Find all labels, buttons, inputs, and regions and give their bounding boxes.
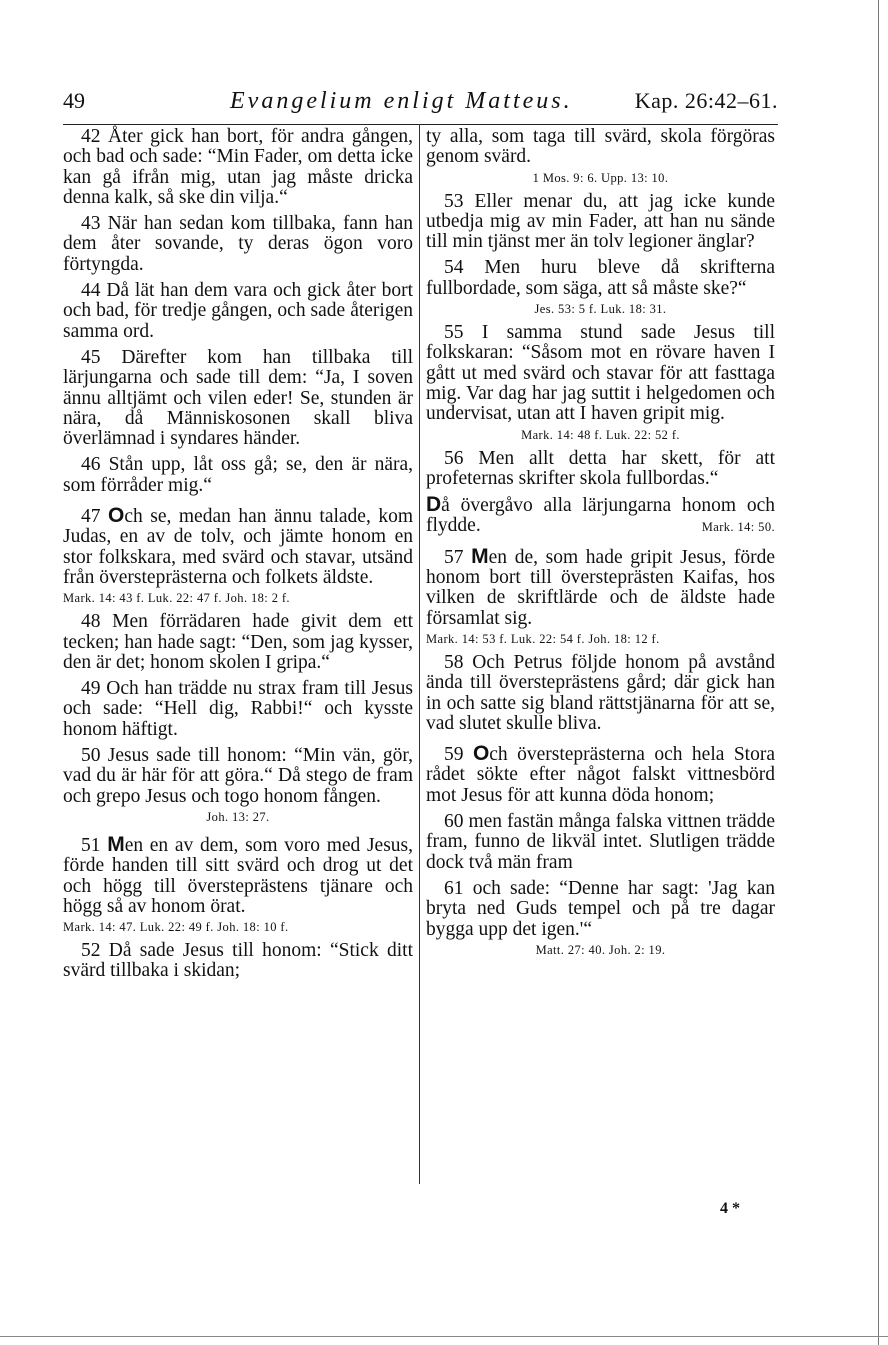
- verse-51-initial: M: [107, 832, 125, 856]
- verse-57-initial: M: [471, 544, 489, 568]
- header-rule: [63, 124, 778, 125]
- chapter-reference: Kap. 26:42–61.: [634, 88, 778, 113]
- verse-59-initial: O: [472, 742, 490, 766]
- verse-47-text: ch se, medan han ännu talade, kom Judas, en av de tolv, och jämte honom en stor folkskara, med svärd och stavar, utsänd från översteprästerna och folkets äldste.: [63, 506, 413, 588]
- cross-reference-51: Mark. 14: 47. Luk. 22: 49 f. Joh. 18: 10 f.: [63, 920, 289, 935]
- cross-reference-56b: Mark. 14: 50.: [701, 520, 775, 535]
- cross-reference-57: Mark. 14: 53 f. Luk. 22: 54 f. Joh. 18: 12 f.: [426, 631, 660, 646]
- cross-reference-47: Mark. 14: 43 f. Luk. 22: 47 f. Joh. 18: 2 f.: [63, 591, 290, 606]
- verse-49: 49 Och han trädde nu strax fram till Jesus och sade: “Hell dig, Rabbi!“ och kysste honom häftigt.: [63, 678, 413, 740]
- verse-60: 60 men fastän många falska vittnen trädde fram, funno de likväl intet. Slutligen trädde dock två män fram: [426, 811, 775, 873]
- verse-54: 54 Men huru bleve då skrifterna fullbordade, som säga, att så måste ske?“: [426, 257, 775, 299]
- verse-57-number: 57: [444, 546, 472, 568]
- page-edge-bottom: [0, 1336, 888, 1337]
- verse-57-text: en de, som hade gripit Jesus, förde honom bort till översteprästen Kaifas, hos vilken de skriftlärde och de äldste hade församlat sig.: [426, 546, 776, 629]
- verse-53: 53 Eller menar du, att jag icke kunde utbedja mig av min Fader, att han nu sände till min tjänst mer än tolv legioner änglar?: [426, 190, 775, 253]
- verse-51-number: 51: [81, 834, 108, 856]
- verse-45: 45 Därefter kom han tillbaka till lärjungarna och sade till dem: “Ja, I soven ännu alltjämt och vilen eder! Se, stunden är nära, då Människosonen skall bliva överlämnad i syndares händer.: [63, 346, 413, 450]
- paragraph-56b: [426, 495, 775, 537]
- page-header: [63, 88, 778, 122]
- paragraph-56b-initial: D: [426, 493, 442, 517]
- cross-reference-55: Mark. 14: 48 f. Luk. 22: 52 f.: [521, 427, 680, 442]
- running-title: Evangelium enligt Matteus.: [230, 88, 573, 114]
- verse-48: 48 Men förrädaren hade givit dem ett tecken; han hade sagt: “Den, som jag kysser, den är det; honom skolen I gripa.“: [63, 611, 413, 673]
- verse-47-number: 47: [81, 506, 108, 528]
- verse-59-text: ch översteprästerna och hela Stora rådet sökte efter något falskt vittnesbörd mot Jesus för att kunna döda honom;: [426, 744, 775, 806]
- verse-52-continued: ty alla, som taga till svärd, skola förgöras genom svärd.: [426, 126, 775, 168]
- cross-reference-54: Jes. 53: 5 f. Luk. 18: 31.: [534, 302, 667, 317]
- verse-52: 52 Då sade Jesus till honom: “Stick ditt svärd tillbaka i skidan;: [63, 940, 413, 982]
- verse-61: 61 och sade: “Denne har sagt: 'Jag kan bryta ned Guds tempel och på tre dagar bygga upp det igen.'“: [426, 877, 775, 940]
- verse-59: [426, 744, 775, 806]
- verse-47: [63, 506, 413, 588]
- column-divider: [419, 124, 420, 1184]
- verse-51: [63, 832, 413, 917]
- verse-42: 42 Åter gick han bort, för andra gången, och bad och sade: “Min Fader, om detta icke kan gå ifrån mig, utan jag måste dricka denna kalk, så ske din vilja.“: [63, 126, 413, 208]
- cross-reference-61: Matt. 27: 40. Joh. 2: 19.: [535, 942, 666, 957]
- verse-59-number: 59: [444, 744, 473, 766]
- verse-47-initial: O: [108, 504, 125, 528]
- cross-reference-52: 1 Mos. 9: 6. Upp. 13: 10.: [532, 170, 669, 185]
- verse-57: [426, 544, 776, 629]
- printer-signature: 4 *: [720, 1200, 740, 1217]
- verse-55: 55 I samma stund sade Jesus till folkskaran: “Såsom mot en rövare haven I gått ut med svärd och stavar för att fasttaga mig. Var dag har jag suttit i helgedomen och undervisat, utan att I haven gripit mig.: [426, 322, 775, 425]
- verse-50: 50 Jesus sade till honom: “Min vän, gör, vad du är här för att göra.“ Då stego de fram och grepo Jesus och togo honom fången.: [63, 745, 413, 807]
- verse-43: 43 När han sedan kom tillbaka, fann han dem åter sovande, ty deras ögon voro förtyngda.: [63, 213, 413, 275]
- verse-58: 58 Och Petrus följde honom på avstånd ända till översteprästens gård; där gick han in och satte sig bland rättstjänarna för att se, vad slutet skulle bliva.: [426, 651, 775, 734]
- page-number: 49: [63, 88, 85, 113]
- left-column: [63, 127, 413, 988]
- paragraph-56b-text: å övergåvo alla lärjungarna honom och flydde.: [426, 495, 775, 537]
- right-column: [426, 127, 775, 964]
- verse-46: 46 Stån upp, låt oss gå; se, den är nära, som förråder mig.“: [63, 454, 413, 496]
- page-edge-right: [878, 0, 879, 1345]
- verse-44: 44 Då lät han dem vara och gick åter bort och bad, för tredje gången, och sade återigen samma ord.: [63, 280, 413, 342]
- verse-56: 56 Men allt detta har skett, för att profeternas skrifter skola fullbordas.“: [426, 447, 775, 489]
- verse-51-text: en en av dem, som voro med Jesus, förde handen till sitt svärd och drog ut det och högg till översteprästens tjänare och högg så av honom örat.: [63, 834, 413, 917]
- cross-reference-50: Joh. 13: 27.: [206, 809, 270, 824]
